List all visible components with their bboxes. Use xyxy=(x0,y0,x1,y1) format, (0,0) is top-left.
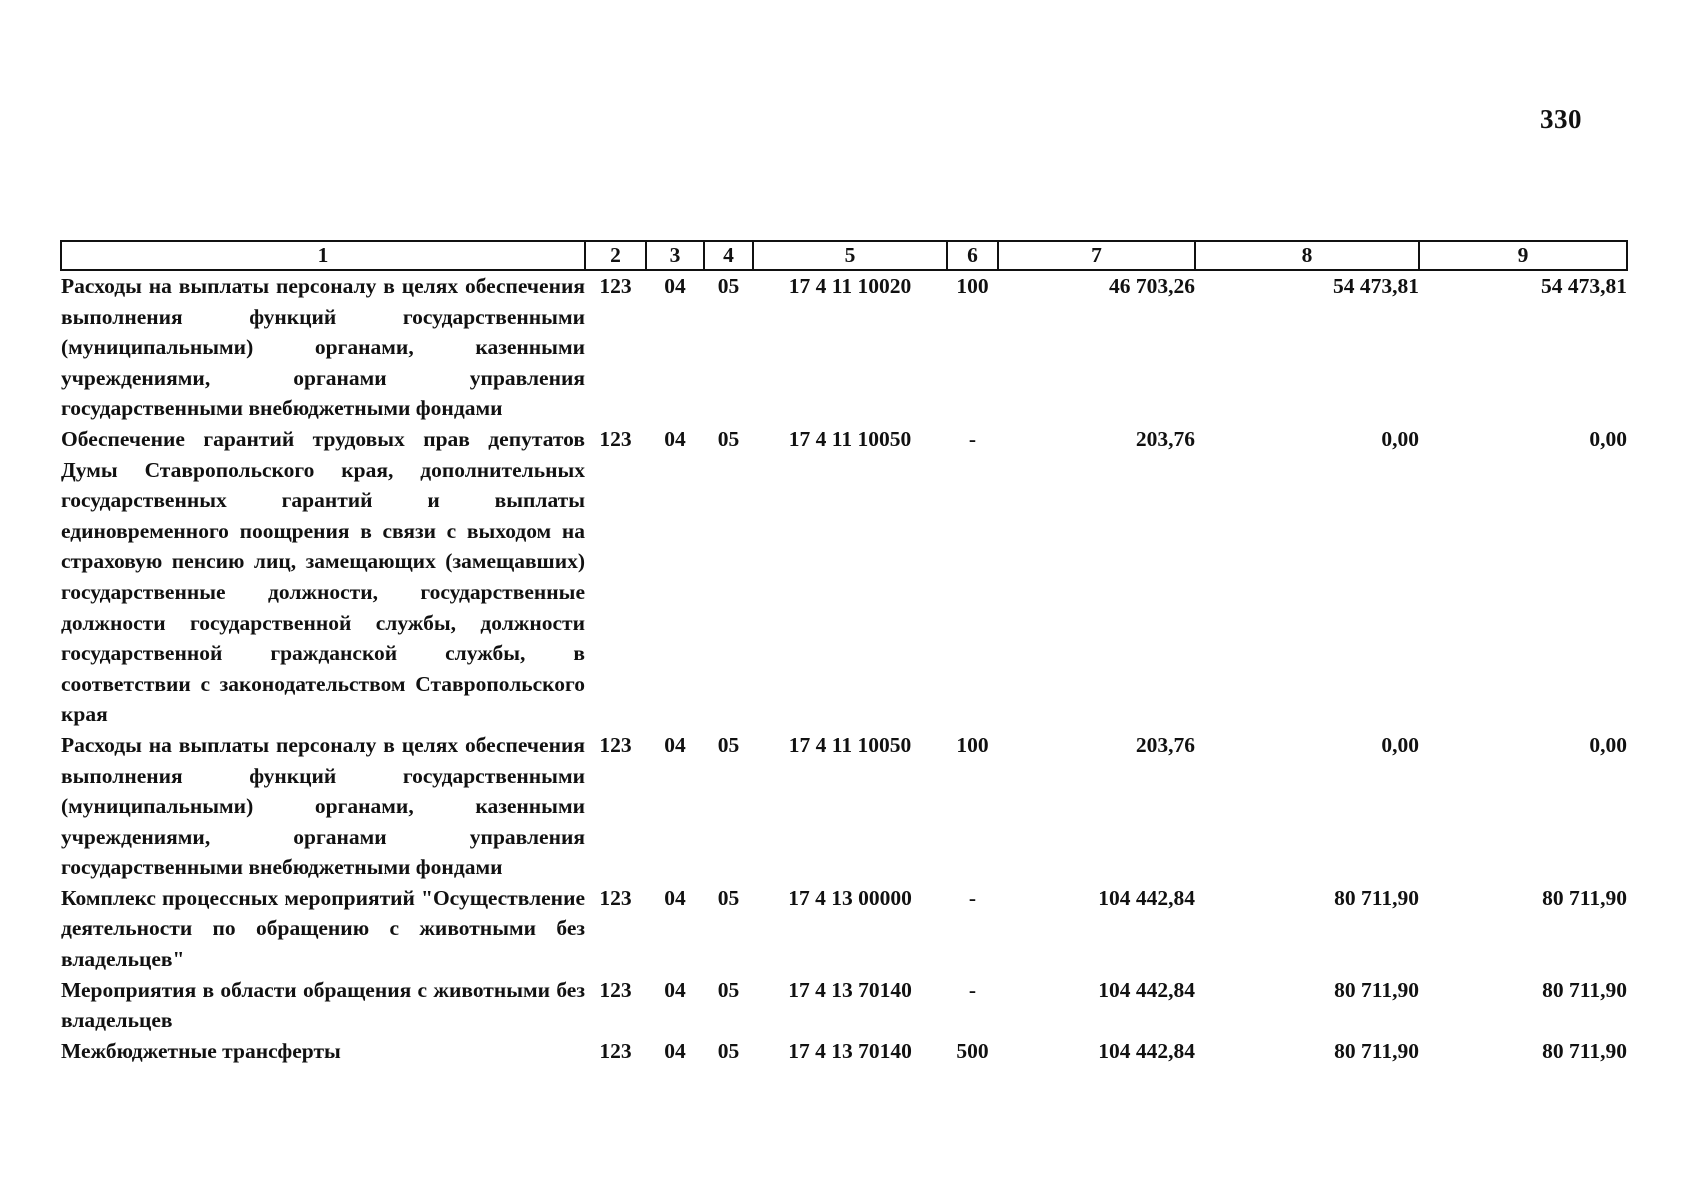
ministry-code: 123 xyxy=(599,885,632,910)
table-body xyxy=(61,270,1627,1066)
expense-type-code: - xyxy=(968,426,977,451)
column-header-6: 6 xyxy=(947,241,998,270)
expense-name: Мероприятия в области обращения с животными без владельцев xyxy=(61,977,585,1033)
column-header-1: 1 xyxy=(61,241,585,270)
amount-col-7: 203,76 xyxy=(1135,732,1195,757)
expense-name: Межбюджетные трансферты xyxy=(61,1038,341,1063)
expense-name: Расходы на выплаты персоналу в целях обеспечения выполнения функций государственными (муниципальными) органами, казенными учреждениями, органами управления государственными внебюджетными фондами xyxy=(61,732,585,880)
expense-name: Расходы на выплаты персоналу в целях обеспечения выполнения функций государственными (муниципальными) органами, казенными учреждениями, органами управления государственными внебюджетными фондами xyxy=(61,274,585,421)
table-row xyxy=(61,730,1627,883)
amount-col-8: 80 711,90 xyxy=(1334,885,1419,910)
target-article-code: 17 4 13 70140 xyxy=(788,1038,912,1063)
section-code: 04 xyxy=(664,732,686,757)
expense-name: Комплекс процессных мероприятий "Осуществление деятельности по обращению с животными без владельцев" xyxy=(61,885,585,972)
table-row xyxy=(61,270,1627,424)
table-header xyxy=(61,241,1627,270)
subsection-code: 05 xyxy=(717,426,740,451)
expense-type-code: 100 xyxy=(956,732,989,757)
amount-col-7: 46 703,26 xyxy=(1109,274,1195,298)
amount-col-8: 0,00 xyxy=(1381,426,1419,451)
subsection-code: 05 xyxy=(717,885,740,910)
amount-col-9: 80 711,90 xyxy=(1542,1038,1627,1063)
section-code: 04 xyxy=(664,1038,686,1063)
page-number: 330 xyxy=(1540,104,1582,134)
target-article-code: 17 4 11 10050 xyxy=(788,426,912,451)
section-code: 04 xyxy=(664,885,686,910)
target-article-code: 17 4 11 10020 xyxy=(788,274,912,298)
section-code: 04 xyxy=(664,274,686,298)
column-header-8: 8 xyxy=(1195,241,1419,270)
expense-type-code: 100 xyxy=(956,274,989,298)
subsection-code: 05 xyxy=(717,732,740,757)
section-code: 04 xyxy=(664,426,686,451)
table-row xyxy=(61,424,1627,730)
amount-col-9: 54 473,81 xyxy=(1541,274,1627,298)
budget-table xyxy=(60,240,1628,1066)
table-row xyxy=(61,883,1627,975)
subsection-code: 05 xyxy=(717,1038,740,1063)
amount-col-8: 80 711,90 xyxy=(1334,1038,1419,1063)
amount-col-7: 104 442,84 xyxy=(1098,885,1195,910)
target-article-code: 17 4 13 00000 xyxy=(788,885,912,910)
column-header-3: 3 xyxy=(646,241,704,270)
amount-col-8: 0,00 xyxy=(1381,732,1419,757)
table-row xyxy=(61,975,1627,1036)
column-header-5: 5 xyxy=(753,241,947,270)
subsection-code: 05 xyxy=(717,274,740,298)
column-header-7: 7 xyxy=(998,241,1195,270)
amount-col-9: 0,00 xyxy=(1589,426,1627,451)
target-article-code: 17 4 13 70140 xyxy=(788,977,912,1002)
amount-col-9: 80 711,90 xyxy=(1542,977,1627,1002)
expense-name: Обеспечение гарантий трудовых прав депутатов Думы Ставропольского края, дополнительных государственных гарантий и выплаты единовременного поощрения в связи с выходом на страховую пенсию лиц, замещающих (замещавших) государственные должности, государственные должности государственной службы, должности государственной гражданской службы, в соответствии с законодательством Ставропольского края xyxy=(61,426,585,727)
ministry-code: 123 xyxy=(599,426,632,451)
amount-col-9: 80 711,90 xyxy=(1542,885,1627,910)
column-header-2: 2 xyxy=(585,241,646,270)
subsection-code: 05 xyxy=(717,977,740,1002)
expense-type-code: - xyxy=(968,885,977,910)
ministry-code: 123 xyxy=(599,274,632,298)
column-header-9: 9 xyxy=(1419,241,1627,270)
table-row xyxy=(61,1036,1627,1067)
target-article-code: 17 4 11 10050 xyxy=(788,732,912,757)
section-code: 04 xyxy=(664,977,686,1002)
amount-col-7: 104 442,84 xyxy=(1098,1038,1195,1063)
column-header-4: 4 xyxy=(704,241,753,270)
ministry-code: 123 xyxy=(599,1038,632,1063)
expense-type-code: - xyxy=(968,977,977,1002)
header-row xyxy=(61,241,1627,270)
ministry-code: 123 xyxy=(599,977,632,1002)
amount-col-7: 104 442,84 xyxy=(1098,977,1195,1002)
amount-col-8: 54 473,81 xyxy=(1333,274,1419,298)
amount-col-8: 80 711,90 xyxy=(1334,977,1419,1002)
amount-col-9: 0,00 xyxy=(1589,732,1627,757)
amount-col-7: 203,76 xyxy=(1135,426,1195,451)
expense-type-code: 500 xyxy=(956,1038,989,1063)
ministry-code: 123 xyxy=(599,732,632,757)
